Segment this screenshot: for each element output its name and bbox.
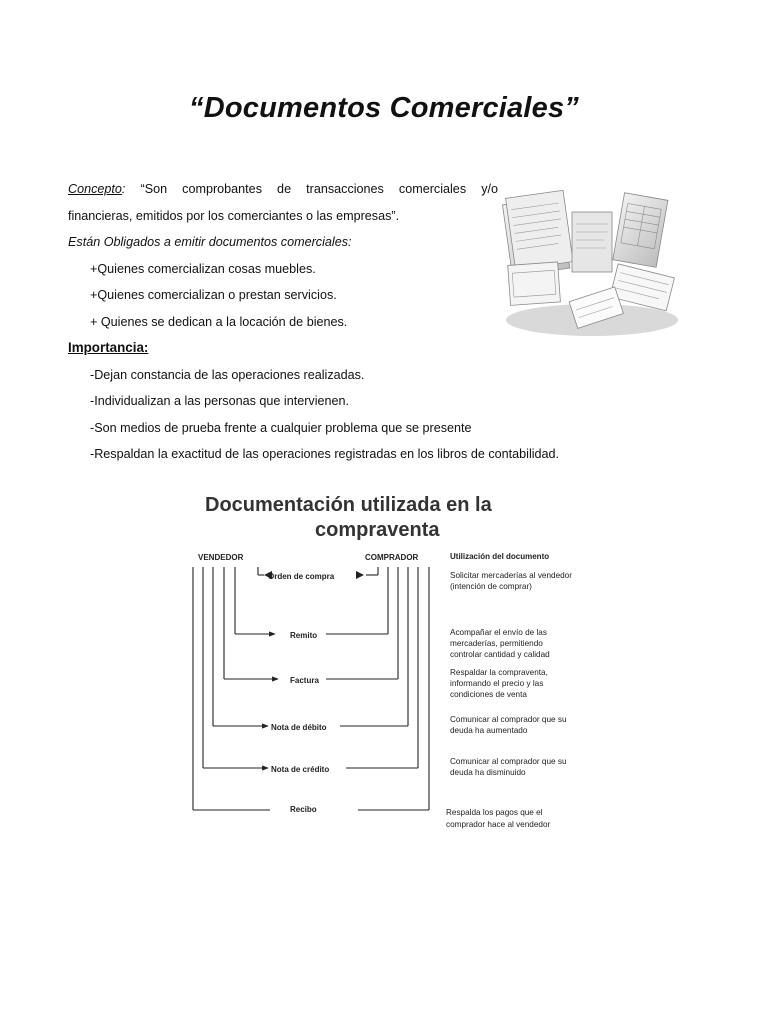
obligated-item: +Quienes comercializan o prestan servicios. (90, 288, 337, 302)
diagram-title-line2: compraventa (315, 519, 440, 541)
usage-orden-2: (intención de comprar) (450, 582, 532, 591)
usage-orden-1: Solicitar mercaderías al vendedor (450, 571, 572, 580)
concept-line-2: financieras, emitidos por los comerciantes o las empresas”. (68, 208, 400, 223)
obligated-intro: Están Obligados a emitir documentos comerciales: (68, 235, 352, 249)
doc-factura: Factura (290, 676, 319, 685)
concept-colon: : (121, 182, 126, 196)
usage-header: Utilización del documento (450, 552, 550, 561)
obligated-item: + Quienes se dedican a la locación de bienes. (90, 314, 348, 329)
doc-nota-de-debito: Nota de débito (271, 723, 327, 732)
diagram-title-line1: Documentación utilizada en la (205, 494, 492, 516)
compraventa-diagram (180, 485, 600, 840)
usage-remito-1: Acompañar el envío de las (450, 628, 547, 637)
page-title: “Documentos Comerciales” (189, 92, 579, 124)
body-text (68, 176, 560, 468)
doc-nota-de-credito: Nota de crédito (271, 765, 330, 774)
documents-photo (500, 182, 678, 340)
usage-debito-2: deuda ha aumentado (450, 726, 528, 735)
usage-credito-1: Comunicar al comprador que su (450, 757, 567, 766)
diagram-title-1 (205, 494, 493, 516)
doc-orden-de-compra: Orden de compra (268, 572, 335, 581)
diagram-title-2 (315, 519, 440, 541)
usage-factura-3: condiciones de venta (450, 690, 527, 699)
importance-heading: Importancia: (68, 340, 149, 355)
buyer-label: COMPRADOR (365, 553, 419, 562)
usage-debito-1: Comunicar al comprador que su (450, 715, 567, 724)
arrow-right-icon (356, 571, 364, 579)
seller-label: VENDEDOR (198, 553, 244, 562)
usage-remito-3: controlar cantidad y calidad (450, 650, 550, 659)
concept-label: Concepto (68, 182, 122, 196)
usage-factura-1: Respaldar la compraventa, (450, 668, 548, 677)
usage-remito-2: mercaderías, permitiendo (450, 639, 543, 648)
importance-item: -Respaldan la exactitud de las operaciones registradas en los libros de contabilidad. (90, 447, 560, 461)
usage-recibo-2: comprador hace al vendedor (446, 820, 551, 829)
importance-item: -Individualizan a las personas que intervienen. (90, 394, 350, 408)
usage-factura-2: informando el precio y las (450, 679, 544, 688)
obligated-item: +Quienes comercializan cosas muebles. (90, 261, 316, 276)
importance-item: -Son medios de prueba frente a cualquier problema que se presente (90, 420, 472, 435)
concept-line-1 (68, 176, 498, 203)
importance-item: -Dejan constancia de las operaciones realizadas. (90, 367, 365, 382)
doc-remito: Remito (290, 631, 318, 640)
concept-text-1: “Son comprobantes de transacciones comerciales y/o (140, 182, 498, 196)
doc-recibo: Recibo (290, 805, 317, 814)
usage-recibo-1: Respalda los pagos que el (446, 808, 543, 817)
usage-credito-2: deuda ha disminuido (450, 768, 526, 777)
